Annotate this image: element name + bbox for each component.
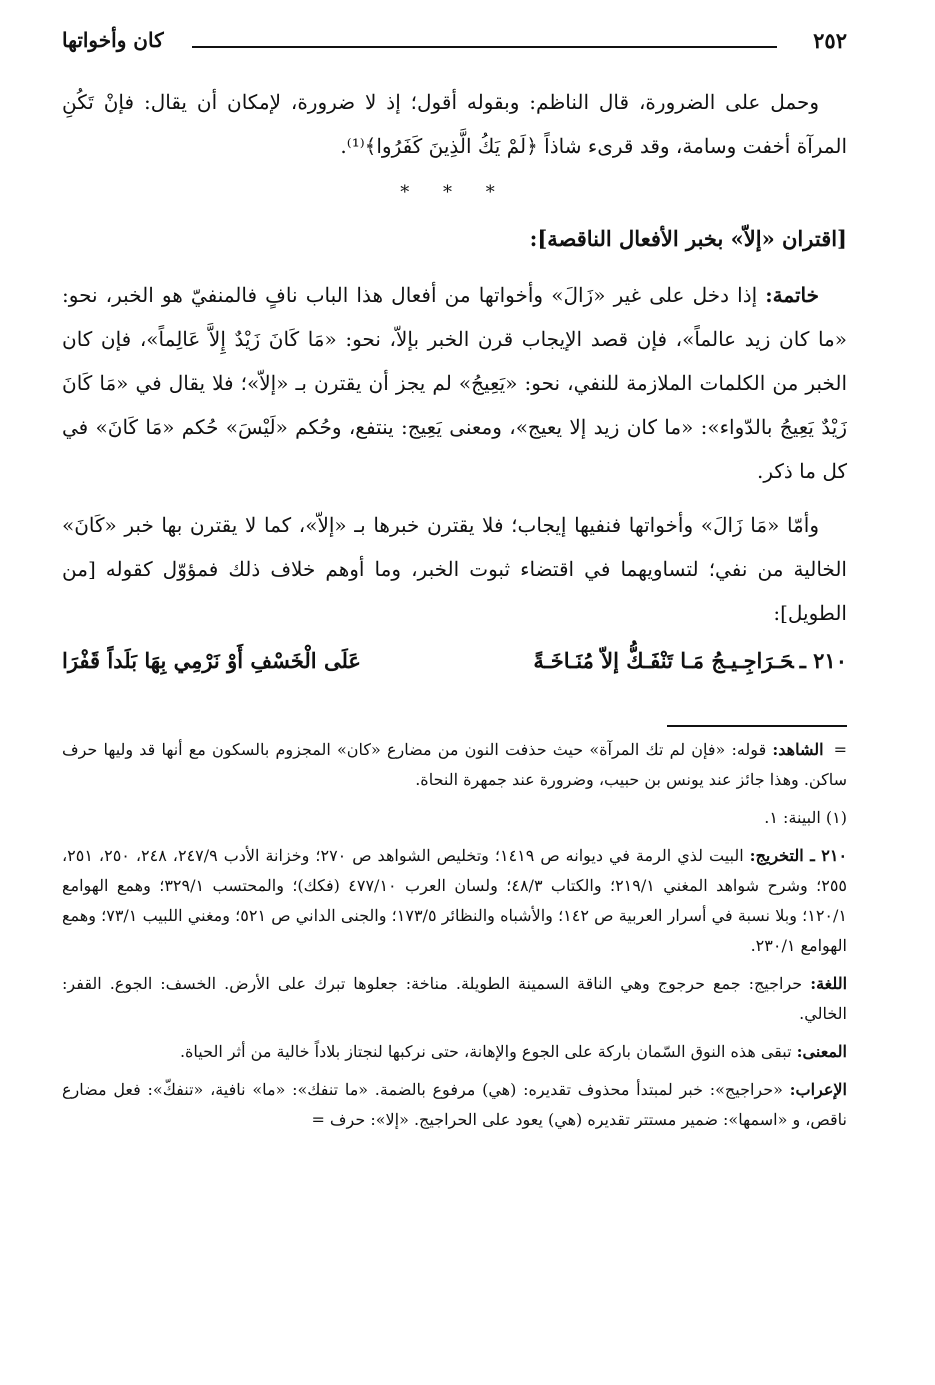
footnote-irab bbox=[62, 1075, 847, 1135]
mana-label: المعنى: bbox=[796, 1042, 847, 1061]
takhrij-text: البيت لذي الرمة في ديوانه ص ١٤١٩؛ وتخليص الشواهد ص ٢٧٠؛ وخزانة الأدب ٢٤٧/٩، ٢٤٨، ٢٥٠، ٢٥١، ٢٥٥؛ وشرح شواهد المغني ٢١٩/١؛ والكتاب ٤٨/٣؛ ولسان العرب ٤٧٧/١٠ (فكك)؛ والمحتسب ٣٢٩/١؛ وهمع الهوامع ١٢٠/١؛ وبلا نسبة في أسرار العربية ص ١٤٢؛ والأشباه والنظائر ١٧٣/٥؛ والجنى الداني ص ٥٢١؛ ومغني اللبيب ٧٣/١؛ وهمع الهوامع ٢٣٠/١. bbox=[62, 846, 848, 955]
second-paragraph: وأمّا «مَا زَالَ» وأخواتها فنفيها إيجاب؛ فلا يقترن خبرها بـ «إلاّ»، كما لا يقترن بها خبر «كَانَ» الخالية من نفي؛ لتساويهما في اقتضاء ثبوت الخبر، وما أوهم خلاف ذلك فمؤوّل كقوله [من الطويل]: bbox=[62, 513, 847, 625]
footnote-1: (١) البينة: ١. bbox=[764, 808, 847, 827]
closing-text: إذا دخل على غير «زَالَ» وأخواتها من أفعال هذا الباب نافٍ فالمنفيّ هو الخبر، نحو: «ما كان زيد عالماً»، فإن قصد الإيجاب قرن الخبر بإلاّ، نحو: «مَا كَانَ زَيْدٌ إِلاَّ عَالِماً»، فإن كان الخبر من الكلمات الملازمة للنفي، نحو: «يَعِيجُ» لم يجز أن يقترن بـ «إلاّ»؛ فلا يقال في «مَا كَانَ زَيْدٌ يَعِيجُ بالدّواء»: «ما كان زيد إلا يعيج»، ومعنى يَعِيج: ينتفع، وحُكم «لَيْسَ» حُكم «مَا كَانَ» في كل ما ذكر. bbox=[62, 283, 847, 483]
shahid-label: الشاهد: bbox=[772, 740, 824, 759]
verse-number: ٢١٠ ـ bbox=[799, 648, 847, 673]
lugha-text: حراجيج: جمع حرجوج وهي الناقة السمينة الطويلة. مناخة: جعلوها تبرك على الأرض. الخسف: الجوع. القفر: الخالي. bbox=[62, 974, 847, 1023]
verse-first-half: ٢١٠ ـحَـرَاجِـيـجُ مَـا تَنْفَـكُّ إلاّ مُنَـاخَـةً bbox=[533, 648, 847, 673]
takhrij-label: ٢١٠ ـ التخريج: bbox=[749, 846, 848, 865]
header-rule bbox=[192, 46, 777, 48]
shahid-text: قوله: «فإن لم تك المرآة» حيث حذفت النون من مضارع «كان» المجزوم بالسكون مع أنها قد وليها حرف ساكن. وهذا جائز عند يونس بن حبيب، وضرورة عند جمهرة النحاة. bbox=[62, 740, 847, 789]
section-heading: [اقتران «إلاّ» بخبر الأفعال الناقصة]: bbox=[529, 226, 847, 251]
lugha-label: اللغة: bbox=[810, 974, 848, 993]
page-header bbox=[62, 28, 847, 62]
book-page bbox=[62, 28, 847, 1143]
verse-second-half: عَلَى الْخَسْفِ أَوْ نَرْمِي بِهَا بَلَداً قَفْرَا bbox=[62, 648, 361, 673]
footnote-rule bbox=[667, 725, 847, 727]
footnote-shahid bbox=[62, 735, 847, 795]
poem-verse bbox=[62, 639, 847, 683]
chapter-title: كان وأخواتها bbox=[62, 28, 164, 52]
footnote-takhrij bbox=[62, 841, 847, 961]
page-number: ٢٥٢ bbox=[813, 28, 847, 53]
closing-label: خاتمة: bbox=[765, 283, 819, 307]
continuation-marker: = bbox=[833, 740, 847, 759]
section-divider: * * * bbox=[400, 182, 509, 203]
irab-text: «حراجيج»: خبر لمبتدأ محذوف تقديره: (هي) مرفوع بالضمة. «ما تنفك»: «ما» نافية، «تنفكّ»: فعل مضارع ناقص، و «اسمها»: ضمير مستتر تقديره (هي) يعود على الحراجيج. «إلا»: حرف = bbox=[62, 1080, 847, 1129]
intro-paragraph: وحمل على الضرورة، قال الناظم: وبقوله أقول؛ إذ لا ضرورة، لإمكان أن يقال: فإنْ تَكُنِ المرآة أخفت وسامة، وقد قرىء شاذاً ﴿لَمْ يَكُ الَّذِينَ كَفَرُوا﴾⁽¹⁾. bbox=[62, 90, 847, 158]
footnote-lugha bbox=[62, 969, 847, 1029]
footnotes bbox=[62, 735, 847, 1135]
irab-label: الإعراب: bbox=[789, 1080, 847, 1099]
closing-paragraph bbox=[62, 273, 847, 493]
footnote-mana bbox=[62, 1037, 847, 1067]
mana-text: تبقى هذه النوق السّمان باركة على الجوع والإهانة، حتى نركبها لنجتاز بلاداً خالية من أثر الحياة. bbox=[179, 1042, 797, 1061]
